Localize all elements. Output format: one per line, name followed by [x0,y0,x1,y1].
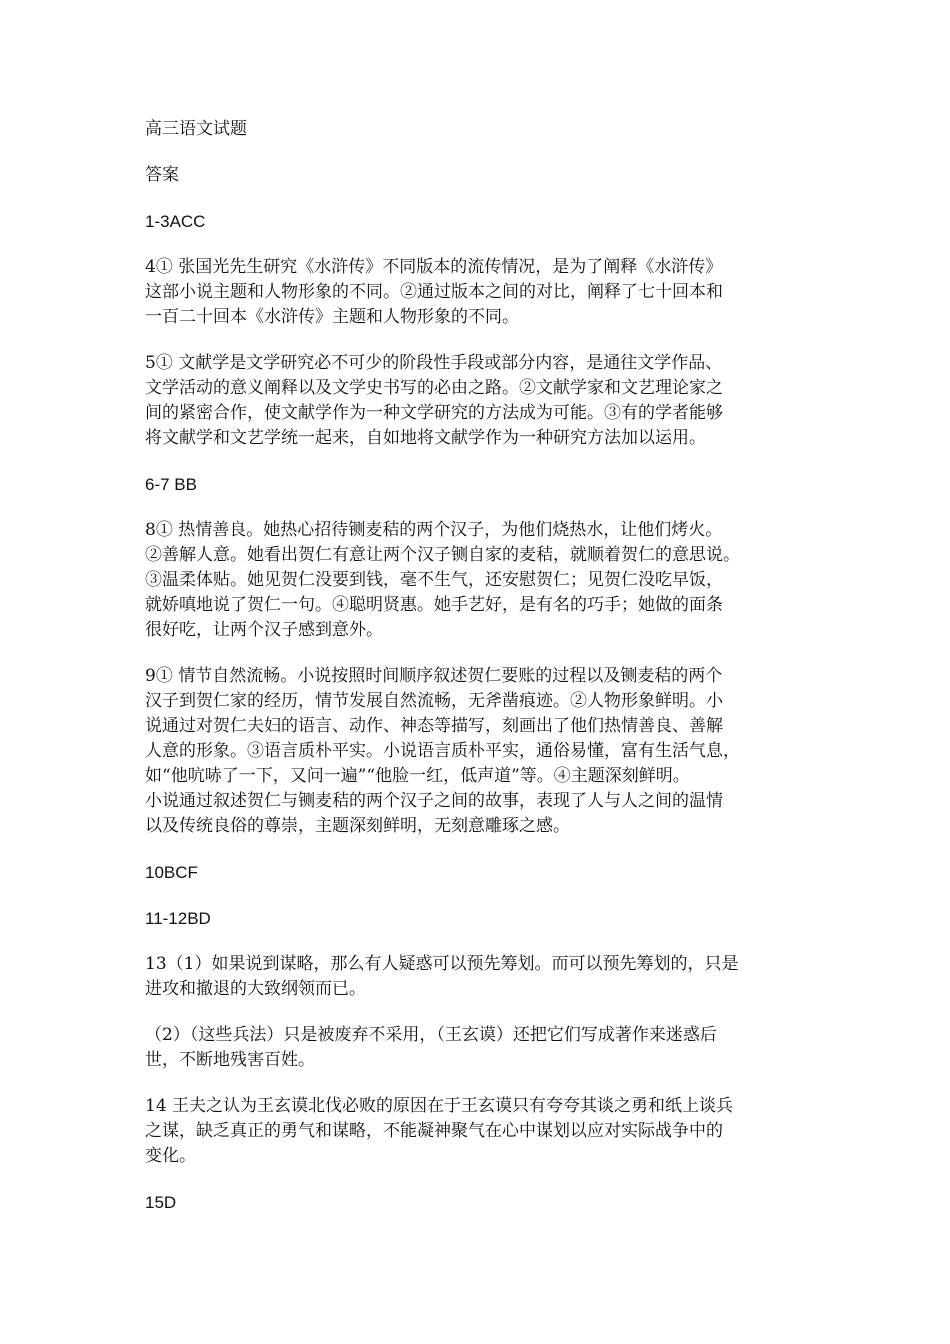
answer-line: 就娇嗔地说了贺仁一句。④聪明贤惠。她手艺好，是有名的巧手；她做的面条 [145,595,723,615]
answer-q9 [145,664,810,839]
answer-line: 5① 文献学是文学研究必不可少的阶段性手段或部分内容，是通往文学作品、 [145,353,723,373]
answer-line: 11-12BD [145,909,211,928]
answer-q10 [145,860,810,885]
answer-line: 这部小说主题和人物形象的不同。②通过版本之间的对比，阐释了七十回本和 [145,282,723,302]
answer-line: 世，不断地残害百姓。 [145,1050,315,1070]
answer-line: （2）（这些兵法）只是被废弃不采用，（王玄谟）还把它们写成著作来迷惑后 [145,1025,717,1045]
answer-line: 文学活动的意义阐释以及文学史书写的必由之路。②文献学家和文艺理论家之 [145,378,723,398]
answer-line: 以及传统良俗的尊崇，主题深刻鲜明，无刻意雕琢之感。 [145,816,570,836]
answer-line: 如“他吭哧了一下，又问一遍”“他脸一红，低声道”等。④主题深刻鲜明。 [145,766,690,786]
answer-line: 14 王夫之认为王玄谟北伐必败的原因在于王玄谟只有夸夸其谈之勇和纸上谈兵 [145,1096,734,1116]
answer-line: 汉子到贺仁家的经历，情节发展自然流畅，无斧凿痕迹。②人物形象鲜明。小 [145,691,723,711]
answer-document [145,117,810,1236]
answer-line: 15D [145,1193,177,1212]
answer-q13-2 [145,1023,810,1073]
answer-q14 [145,1094,810,1169]
answer-line: 间的紧密合作，使文献学作为一种文学研究的方法成为可能。③有的学者能够 [145,403,723,423]
answer-line: 小说通过叙述贺仁与铡麦秸的两个汉子之间的故事，表现了人与人之间的温情 [145,791,723,811]
answer-line: 1-3ACC [145,212,206,231]
answer-line: 9① 情节自然流畅。小说按照时间顺序叙述贺仁要账的过程以及铡麦秸的两个 [145,666,723,686]
answer-q8 [145,518,810,643]
answer-q5 [145,351,810,451]
answer-line: 很好吃，让两个汉子感到意外。 [145,620,383,640]
answer-line: 人意的形象。③语言质朴平实。小说语言质朴平实，通俗易懂，富有生活气息， [145,741,740,761]
document-subtitle: 答案 [145,165,179,185]
answer-q1-3 [145,209,810,234]
answer-line: 变化。 [145,1146,196,1166]
answer-line: 一百二十回本《水浒传》主题和人物形象的不同。 [145,307,519,327]
answer-line: 6-7 BB [145,475,197,494]
answer-q4 [145,255,810,330]
answer-line: 13（1）如果说到谋略，那么有人疑惑可以预先筹划。而可以预先筹划的，只是 [145,954,739,974]
answer-line: 说通过对贺仁夫妇的语言、动作、神态等描写，刻画出了他们热情善良、善解 [145,716,723,736]
answer-sections [145,209,810,1215]
answer-line: 进攻和撤退的大致纲领而已。 [145,979,366,999]
answer-line: 之谋，缺乏真正的勇气和谋略，不能凝神聚气在心中谋划以应对实际战争中的 [145,1121,723,1141]
answer-line: 8① 热情善良。她热心招待铡麦秸的两个汉子，为他们烧热水，让他们烤火。 [145,520,723,540]
answer-q15 [145,1190,810,1215]
answer-q13-1 [145,952,810,1002]
answer-q11-12 [145,906,810,931]
answer-line: 10BCF [145,863,198,882]
answer-q6-7 [145,472,810,497]
answer-line: 4① 张国光先生研究《水浒传》不同版本的流传情况，是为了阐释《水浒传》 [145,257,723,277]
answer-line: 将文献学和文艺学统一起来，自如地将文献学作为一种研究方法加以运用。 [145,428,706,448]
document-title: 高三语文试题 [145,119,247,139]
answer-line: ③温柔体贴。她见贺仁没要到钱，毫不生气，还安慰贺仁；见贺仁没吃早饭， [145,570,723,590]
answer-line: ②善解人意。她看出贺仁有意让两个汉子铡自家的麦秸，就顺着贺仁的意思说。 [145,545,740,565]
